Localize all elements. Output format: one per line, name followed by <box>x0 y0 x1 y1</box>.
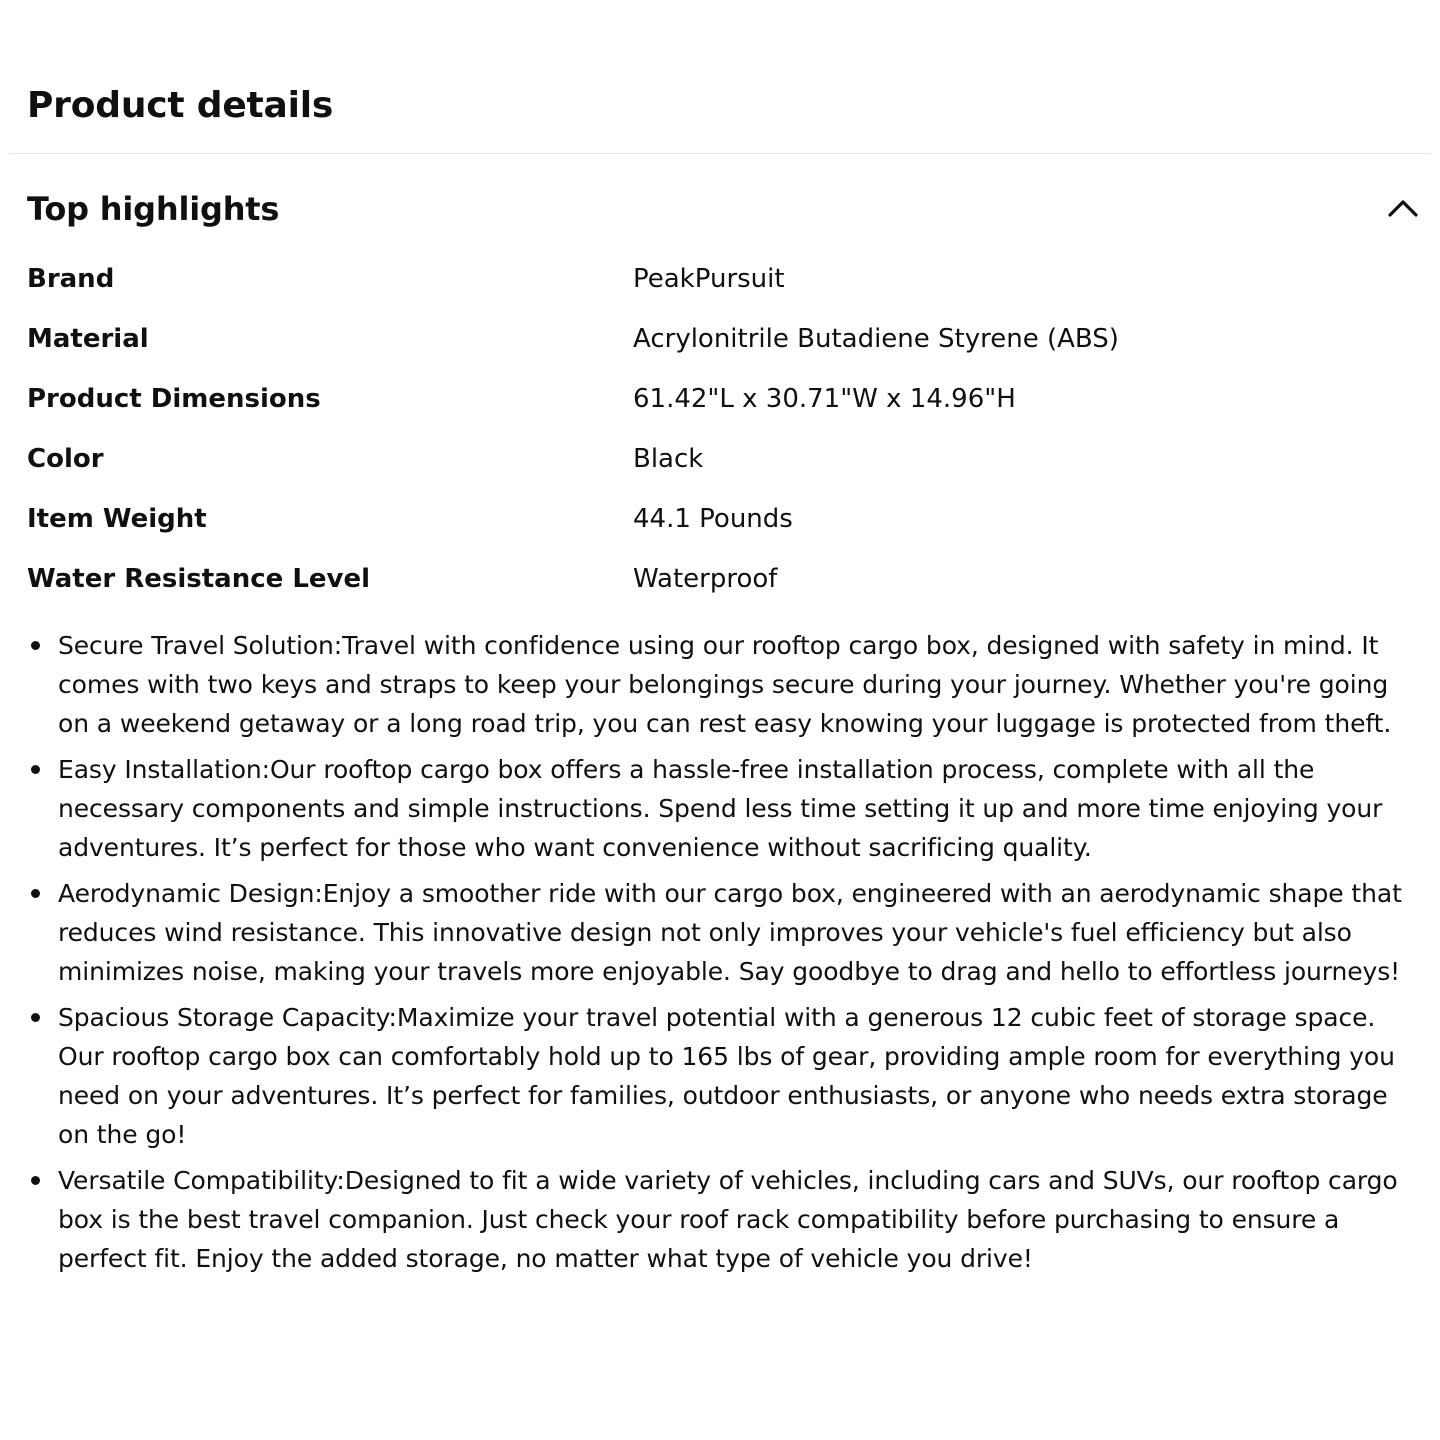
bullet-text: Spacious Storage Capacity:Maximize your travel potential with a generous 12 cubic feet of storage space. Our rooftop cargo box can comfortably hold up to 165 lbs of gear, providing ample room for everything you need on your adventures. It’s perfect for families, outdoor enthusiasts, or anyone who needs extra storage on the go! <box>58 1003 1395 1149</box>
bullet-icon <box>31 1176 40 1185</box>
spec-value: Waterproof <box>633 564 778 594</box>
spec-row-item-weight <box>27 494 1420 554</box>
spec-label: Brand <box>27 264 115 294</box>
top-highlights-header[interactable] <box>27 186 1420 232</box>
list-item <box>27 750 1407 867</box>
spec-row-dimensions <box>27 374 1420 434</box>
spec-label: Color <box>27 444 104 474</box>
bullet-icon <box>31 1013 40 1022</box>
chevron-up-icon[interactable] <box>1386 192 1420 226</box>
bullet-icon <box>31 641 40 650</box>
bullet-icon <box>31 889 40 898</box>
spec-row-color <box>27 434 1420 494</box>
spec-value: PeakPursuit <box>633 264 785 294</box>
section-title: Top highlights <box>27 190 280 228</box>
spec-label: Material <box>27 324 149 354</box>
bullet-text: Secure Travel Solution:Travel with confidence using our rooftop cargo box, designed with safety in mind. It comes with two keys and straps to keep your belongings secure during your journey. Whether you're going on a weekend getaway or a long road trip, you can rest easy knowing your luggage is protected from theft. <box>58 631 1392 738</box>
list-item <box>27 626 1407 743</box>
bullet-text: Easy Installation:Our rooftop cargo box offers a hassle-free installation process, complete with all the necessary components and simple instructions. Spend less time setting it up and more time enjoying your adventures. It’s perfect for those who want convenience without sacrificing quality. <box>58 755 1383 862</box>
bullet-text: Versatile Compatibility:Designed to fit a wide variety of vehicles, including cars and SUVs, our rooftop cargo box is the best travel companion. Just check your roof rack compatibility before purchasing to ensure a perfect fit. Enjoy the added storage, no matter what type of vehicle you drive! <box>58 1166 1398 1273</box>
feature-bullets <box>27 626 1407 1285</box>
spec-label: Item Weight <box>27 504 207 534</box>
spec-row-brand <box>27 254 1420 314</box>
section-divider <box>9 153 1431 154</box>
spec-value: 61.42"L x 30.71"W x 14.96"H <box>633 384 1016 414</box>
spec-label: Product Dimensions <box>27 384 321 414</box>
specs-table <box>27 254 1420 614</box>
spec-label: Water Resistance Level <box>27 564 371 594</box>
list-item <box>27 998 1407 1154</box>
page-title: Product details <box>27 85 334 126</box>
bullet-text: Aerodynamic Design:Enjoy a smoother ride with our cargo box, engineered with an aerodynamic shape that reduces wind resistance. This innovative design not only improves your vehicle's fuel efficiency but also minimizes noise, making your travels more enjoyable. Say goodbye to drag and hello to effortless journeys! <box>58 879 1402 986</box>
spec-row-water-resistance <box>27 554 1420 614</box>
spec-value: 44.1 Pounds <box>633 504 793 534</box>
bullet-icon <box>31 765 40 774</box>
spec-value: Acrylonitrile Butadiene Styrene (ABS) <box>633 324 1119 354</box>
spec-value: Black <box>633 444 704 474</box>
spec-row-material <box>27 314 1420 374</box>
list-item <box>27 874 1407 991</box>
list-item <box>27 1161 1407 1278</box>
